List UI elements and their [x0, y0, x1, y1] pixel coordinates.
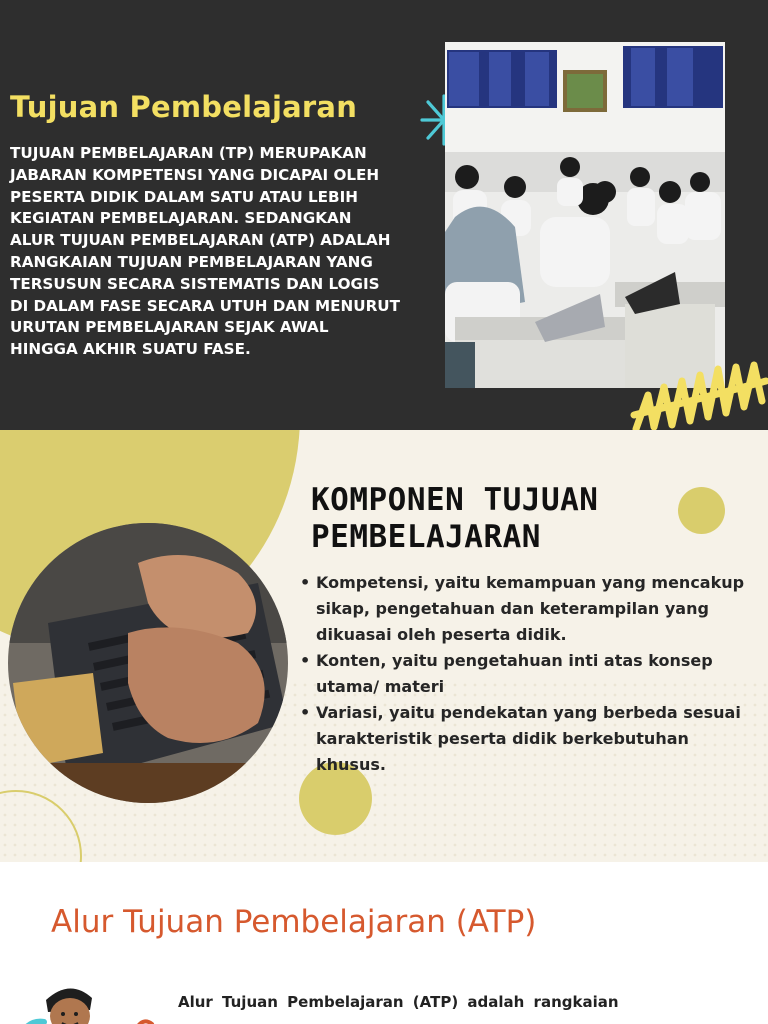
komponen-section — [0, 430, 768, 862]
list-item — [300, 570, 750, 648]
atp-description: Alur Tujuan Pembelajaran (ATP) adalah rangkaian — [178, 993, 619, 1011]
laptop-photo — [8, 523, 288, 803]
komponen-title — [311, 482, 598, 556]
tp-section — [0, 0, 768, 430]
bullet-icon: • — [300, 651, 311, 670]
komponen-list — [300, 570, 750, 778]
classroom-photo — [445, 42, 725, 388]
bullet-icon: • — [300, 703, 311, 722]
atp-section — [0, 862, 768, 1024]
list-item — [300, 648, 750, 700]
komponen-title-line2: PEMBELAJARAN — [311, 519, 541, 555]
list-item-text: Kompetensi, yaitu kemampuan yang mencakup sikap, pengetahuan dan keterampilan yang dikuasai oleh peserta didik. — [316, 573, 745, 644]
list-item — [300, 700, 750, 778]
scribble-decoration — [630, 355, 768, 430]
list-item-text: Variasi, yaitu pendekatan yang berbeda sesuai karakteristik peserta didik berkebutuhan khusus. — [316, 703, 741, 774]
atp-title: Alur Tujuan Pembelajaran (ATP) — [51, 904, 537, 940]
tp-title: Tujuan Pembelajaran — [10, 90, 358, 124]
circle-decoration-right — [678, 487, 725, 534]
list-item-text: Konten, yaitu pengetahuan inti atas konsep utama/ materi — [316, 651, 713, 696]
komponen-title-line1: KOMPONEN TUJUAN — [311, 482, 599, 518]
bullet-icon: • — [300, 573, 311, 592]
tp-description: TUJUAN PEMBELAJARAN (TP) MERUPAKAN JABARAN KOMPETENSI YANG DICAPAI OLEH PESERTA DIDIK DALAM SATU ATAU LEBIH KEGIATAN PEMBELAJARAN. SEDANGKAN ALUR TUJUAN PEMBELAJARAN (ATP) ADALAH RANGKAIAN TUJUAN PEMBELAJARAN YANG TERSUSUN SECARA SISTEMATIS DAN LOGIS DI DALAM FASE SECARA UTUH DAN MENURUT URUTAN PEMBELAJARAN SEJAK AWAL HINGGA AKHIR SUATU FASE. — [10, 144, 400, 359]
avatar-illustration — [18, 980, 168, 1024]
